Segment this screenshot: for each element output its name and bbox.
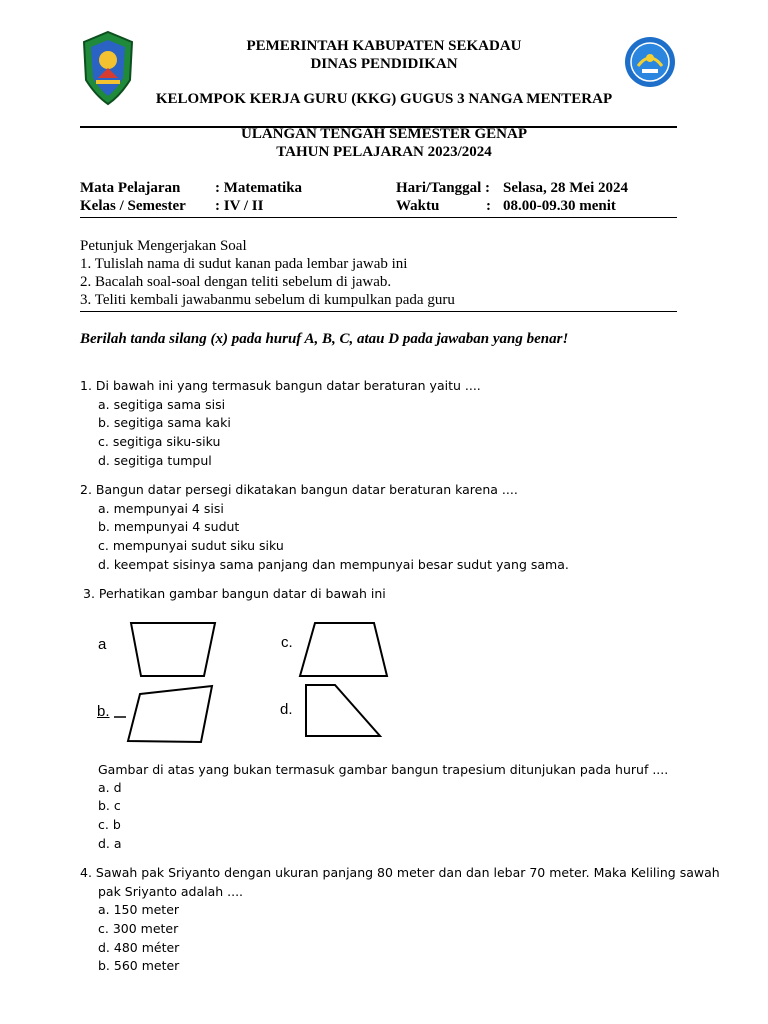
shape-label-a: a bbox=[98, 636, 107, 653]
subject-value: : Matematika bbox=[215, 180, 303, 196]
shape-c-trapezoid bbox=[300, 623, 387, 676]
question-3-followup: Gambar di atas yang bukan termasuk gambar bangun trapesium ditunjukan pada huruf .... bbox=[98, 762, 669, 777]
instructions-title: Petunjuk Mengerjakan Soal bbox=[80, 238, 247, 254]
instruction-item: 3. Teliti kembali jawabanmu sebelum di kumpulkan pada guru bbox=[80, 292, 455, 308]
question-3-option: c. b bbox=[98, 817, 121, 832]
day-value: Selasa, 28 Mei 2024 bbox=[503, 180, 628, 196]
question-4-option: b. 560 meter bbox=[98, 958, 180, 973]
exam-year: TAHUN PELAJARAN 2023/2024 bbox=[276, 144, 492, 160]
class-value: : IV / II bbox=[215, 198, 264, 214]
question-4: 4. Sawah pak Sriyanto dengan ukuran panjang 80 meter dan dan lebar 70 meter. Maka Keliling sawah bbox=[80, 865, 720, 880]
header-department: DINAS PENDIDIKAN bbox=[310, 56, 458, 72]
question-4-continued: pak Sriyanto adalah .... bbox=[98, 884, 244, 899]
shape-d-trapezoid bbox=[306, 685, 380, 736]
time-colon: : bbox=[486, 198, 491, 214]
info-divider bbox=[80, 217, 677, 218]
header-group: KELOMPOK KERJA GURU (KKG) GUGUS 3 NANGA MENTERAP bbox=[155, 91, 613, 107]
question-2: 2. Bangun datar persegi dikatakan bangun datar beraturan karena .... bbox=[80, 482, 518, 497]
question-1-option: c. segitiga siku-siku bbox=[98, 434, 221, 449]
question-2-option: b. mempunyai 4 sudut bbox=[98, 519, 240, 534]
question-3: 3. Perhatikan gambar bangun datar di bawah ini bbox=[83, 586, 386, 601]
instruction-item: 1. Tulislah nama di sudut kanan pada lembar jawab ini bbox=[80, 256, 408, 272]
instruction-item: 2. Bacalah soal-soal dengan teliti sebelum di jawab. bbox=[80, 274, 392, 290]
question-3-option: d. a bbox=[98, 836, 122, 851]
question-3-option: a. d bbox=[98, 780, 122, 795]
question-3-option: b. c bbox=[98, 798, 121, 813]
subject-label: Mata Pelajaran bbox=[80, 180, 181, 196]
shapes-figure bbox=[90, 610, 400, 750]
shape-label-b: b. bbox=[97, 703, 110, 720]
instructions-divider bbox=[80, 311, 677, 312]
question-2-option: a. mempunyai 4 sisi bbox=[98, 501, 224, 516]
question-4-option: a. 150 meter bbox=[98, 902, 180, 917]
shape-b-parallelogram bbox=[128, 686, 212, 742]
header-government: PEMERINTAH KABUPATEN SEKADAU bbox=[246, 38, 522, 54]
question-2-option: d. keempat sisinya sama panjang dan mempunyai besar sudut yang sama. bbox=[98, 557, 569, 572]
question-1-option: d. segitiga tumpul bbox=[98, 453, 212, 468]
question-1-option: a. segitiga sama sisi bbox=[98, 397, 226, 412]
question-2-option: c. mempunyai sudut siku siku bbox=[98, 538, 284, 553]
question-1: 1. Di bawah ini yang termasuk bangun datar beraturan yaitu .... bbox=[80, 378, 481, 393]
shape-a-trapezoid bbox=[131, 623, 215, 676]
shape-label-c: c. bbox=[281, 634, 293, 651]
day-label: Hari/Tanggal : bbox=[396, 180, 491, 196]
time-label: Waktu bbox=[396, 198, 440, 214]
question-4-option: c. 300 meter bbox=[98, 921, 179, 936]
class-label: Kelas / Semester bbox=[80, 198, 186, 214]
time-value: 08.00-09.30 menit bbox=[503, 198, 616, 214]
question-4-option: d. 480 méter bbox=[98, 940, 180, 955]
answer-directive: Berilah tanda silang (x) pada huruf A, B, C, atau D pada jawaban yang benar! bbox=[80, 331, 569, 347]
shape-label-d: d. bbox=[280, 701, 293, 718]
question-1-option: b. segitiga sama kaki bbox=[98, 415, 231, 430]
exam-title: ULANGAN TENGAH SEMESTER GENAP bbox=[240, 126, 528, 142]
